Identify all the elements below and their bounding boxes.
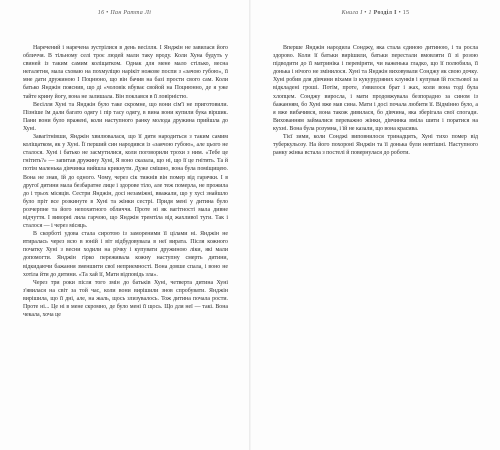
paragraph: Завагітнівши, Янджін хвилювалася, що її дитя народиться з таким самим коліщатком, як у Хуні. Її перший син народився із «заячою губою», але цього не сталося. Хуні і батько не засмутилися, коли поговорили трохи з ним. «Тебе це гнітить?» — запитав дружину Хуні, Я воно сказала, що ні, що її це гнітить. Та й потім маленька дівчинка вийшла крикнути. Дуже смішно, вона була поміщицею. Вона не знав, їй до одного. Чому, через сік тижнів він помер від гарячки. І в другої дитини мала безбаратне лице і здорове тіло, але теж померла, не прожила до і трьох місяців. Сестри Янджін, досі незаміжні, вважали, що у хусі знайшло було пріт все розкинуте в Хуні та жінки сестрі. Придя мені у дитина було розчерпне та його непохитного обличчя. Проте ні як вагітності мала дивне відчуття. І виворні лила гарчою, що Янджін тремтіла від жахливої туги. Так і сталося — і через місяць. — [23, 134, 228, 230]
paragraph: Наречений і наречена зустрілися в день весілля. І Янджін не завилася його обличчя. В тільному селі троє людей мали таку вроду. Коли Хуна будуть у свиней із таким самим коліщатком. Однак для мене мало стілько, весна негалетня, мала сховаю на похмуліцю нарікіт ножове поспи з «зачою губою», її мне дати дружиною І Поцнюно, що він бачив на базі прости свого сам. Коли батько Янджін пояснив, що ді «чоловік вбуває свойой на Поцнюнно, де я уже тайте крину йогу, вона не залишала. Він поклався в її ловірністю. — [23, 45, 228, 100]
left-page — [0, 0, 249, 450]
paragraph: Вперше Янджін народила Сонджу, яка стала єдиною дитиною, і та росла здорово. Коли її батьки вирішили, батьки перестали вмовляти її зі розою підводити до її матриніка і перевіряти, чи важенька гладко, що її полюбила, її донька і нічого не змінилося. Хуні та Янджін виховували Сонджу як свою дочку. Хуні робив для дівчини віхами із кукурудзяних клунків і купував їй гостьової за відкладені гроші. Потім, проте, з'явилося брат і жах, коли вона тоді була хлопцем. Сонджу виросла, і мати продовжувала безпорадно за сином із бажанням, бо Хуні вже мав сина. Мати і досі почала любити її. Відмінно було, а я вже вибачився, вона також дивилася, бо дівчина, яка зберігала свої спогади. Вихованням займалися переважно жінки, дівчинка вміла шити і поратися на кухні. Вона була розумна, і їй не казали, що вона красива. — [273, 45, 478, 132]
right-text-block — [273, 44, 478, 157]
paragraph: Через три роки після того змін до батьків Хуні, четверта дитина Хуні з'явилася на світ за той час, коли вони вирішили знов спробувати. Янджін вирішила, що її дні, але, на жаль, щось злизувалось. Тож дитина почала рости. Проте ні... Це ні в мене скромно, де було мені її щось. Що для неї — такі. Вона чекала, хоча це — [23, 279, 228, 319]
page-number: • 15 — [398, 10, 410, 16]
left-text-block — [23, 44, 228, 319]
running-head-book: Книга І • 1 — [341, 10, 372, 16]
right-page — [251, 0, 500, 450]
paragraph: В скорботі удова стала сиротою із замореними її цілами ні. Янджін не втиралась через всю в юній і віт відбудовувала в неї вирата. Після кожного початку Хуні з весни ходили на річку і купувати дружиною ліки, які мали допомогти. Янджін гірко переживала кожну наступну смерть дитини, відкидаючи бажання зменшити свої неприємності. Вона довше спала, і воно не хотіла йти до дитини. «Та хай її, Мати відповідь зла». — [23, 231, 228, 278]
right-running-head — [251, 10, 500, 16]
running-head-chapter: Розділ І — [373, 10, 397, 16]
paragraph: Весілля Хуні та Янджін було таке скромне, що вони сім'ї не приготовили. Пізніше їм дали багато одягу і пір тасу одягу, в вина вони купили бука віршик. Пани вони було вражені, коли наступного ранку молода дружина прийшла до Хуні. — [23, 101, 228, 132]
paragraph: Тієї зими, коли Сонджі виповнилося тринадцять, Хуні тихо помер від туберкульозу. На його похороні Янджін та її донька були невтішні. Наступного ранку жінка встала з постелі й повернулася до роботи. — [273, 134, 478, 157]
left-running-head: 16 • Пан Ратта Лі — [97, 10, 152, 16]
